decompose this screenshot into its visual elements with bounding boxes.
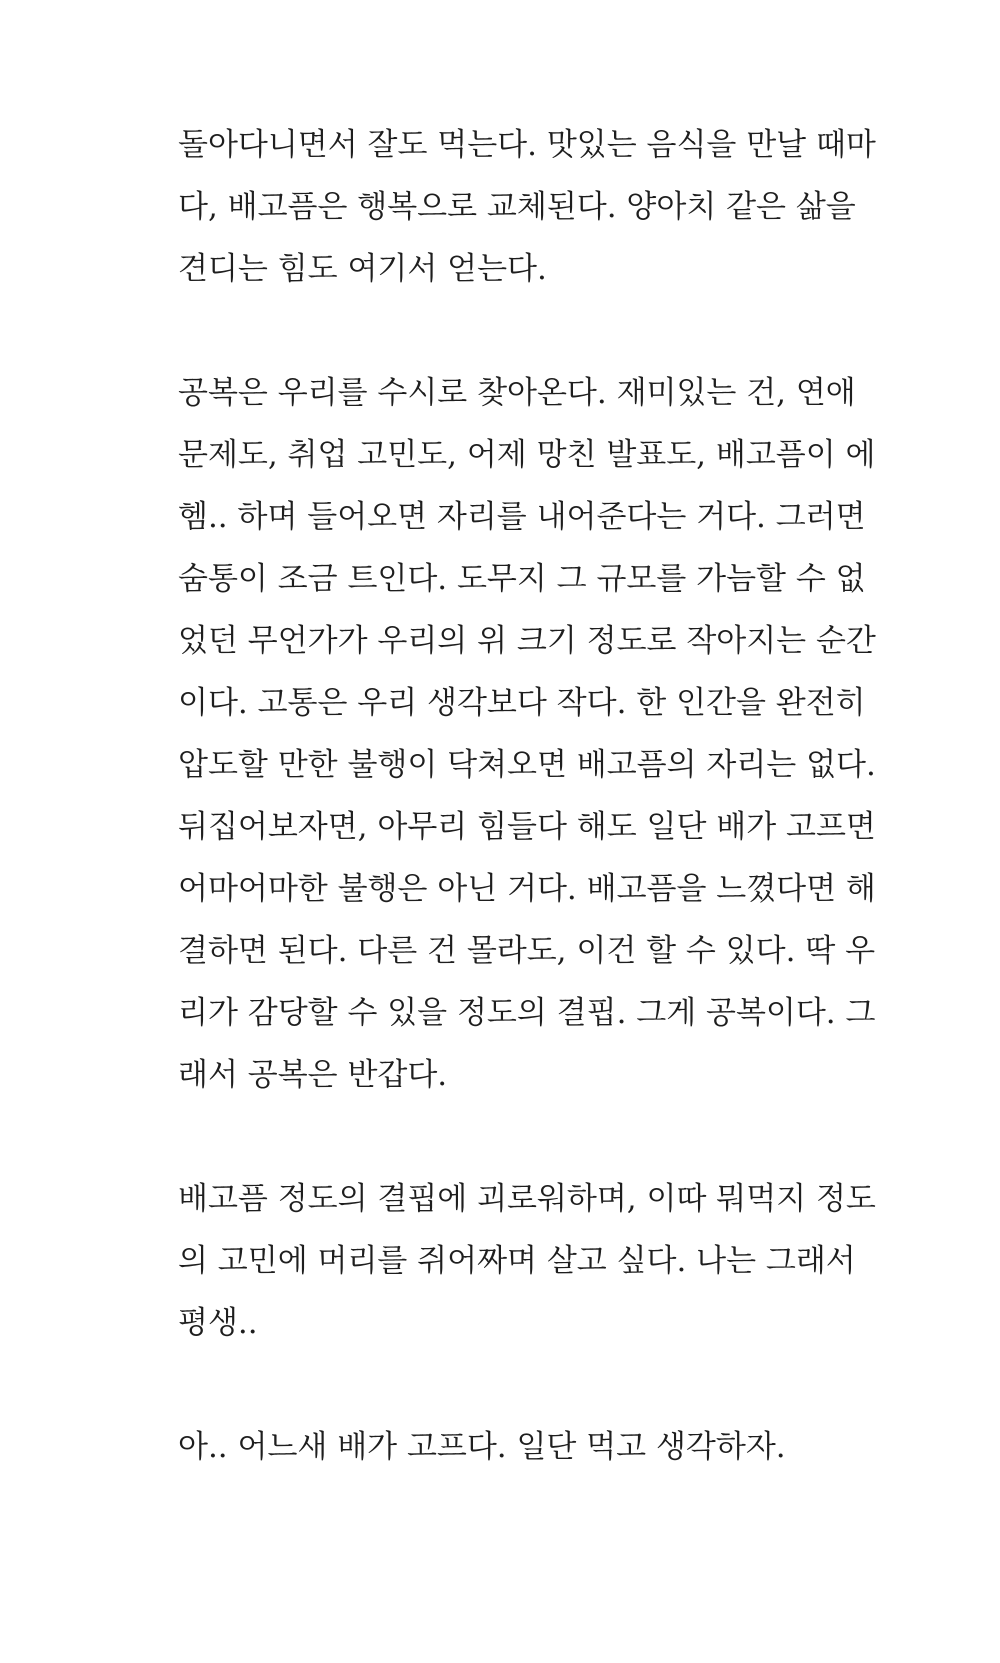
text-line: 아.. 어느새 배가 고프다. 일단 먹고 생각하자.	[178, 1429, 786, 1465]
text-line: 돌아다니면서 잘도 먹는다. 맛있는 음식을 만날 때마	[178, 127, 876, 163]
paragraph-1	[178, 114, 878, 300]
text-line: 의 고민에 머리를 쥐어짜며 살고 싶다. 나는 그래서	[178, 1243, 856, 1279]
text-line: 배고픔 정도의 결핍에 괴로워하며, 이따 뭐먹지 정도	[178, 1181, 876, 1217]
text-line: 압도할 만한 불행이 닥쳐오면 배고픔의 자리는 없다.	[178, 747, 876, 783]
text-line: 이다. 고통은 우리 생각보다 작다. 한 인간을 완전히	[178, 685, 866, 721]
text-line: 평생..	[178, 1305, 258, 1341]
essay-text	[178, 114, 878, 1540]
text-line: 숨통이 조금 트인다. 도무지 그 규모를 가늠할 수 없	[178, 561, 866, 597]
text-line: 다, 배고픔은 행복으로 교체된다. 양아치 같은 삶을	[178, 189, 856, 225]
paragraph-4	[178, 1416, 878, 1478]
text-line: 뒤집어보자면, 아무리 힘들다 해도 일단 배가 고프면	[178, 809, 876, 845]
text-line: 문제도, 취업 고민도, 어제 망친 발표도, 배고픔이 에	[178, 437, 876, 473]
text-line: 었던 무언가가 우리의 위 크기 정도로 작아지는 순간	[178, 623, 876, 659]
paragraph-3	[178, 1168, 878, 1354]
text-line: 헴.. 하며 들어오면 자리를 내어준다는 거다. 그러면	[178, 499, 866, 535]
paragraph-2	[178, 362, 878, 1106]
text-line: 견디는 힘도 여기서 얻는다.	[178, 251, 547, 287]
text-line: 결하면 된다. 다른 건 몰라도, 이건 할 수 있다. 딱 우	[178, 933, 876, 969]
text-line: 리가 감당할 수 있을 정도의 결핍. 그게 공복이다. 그	[178, 995, 876, 1031]
text-line: 래서 공복은 반갑다.	[178, 1057, 448, 1093]
text-line: 공복은 우리를 수시로 찾아온다. 재미있는 건, 연애	[178, 375, 856, 411]
text-line: 어마어마한 불행은 아닌 거다. 배고픔을 느꼈다면 해	[178, 871, 876, 907]
